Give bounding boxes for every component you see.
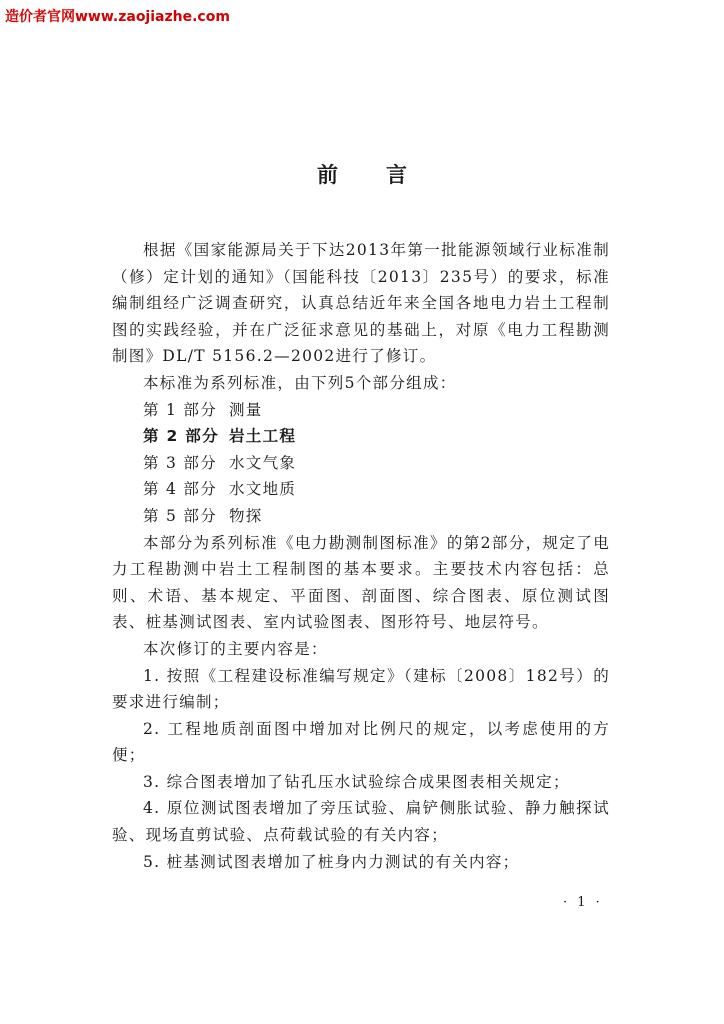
part-item bbox=[112, 476, 610, 503]
part-name: 水文地质 bbox=[229, 480, 297, 499]
revision-item: 4. 原位测试图表增加了旁压试验、扁铲侧胀试验、静力触探试验、现场直剪试验、点荷载试验的有关内容； bbox=[112, 799, 610, 845]
series-intro-paragraph: 本标准为系列标准，由下列5个部分组成： bbox=[143, 373, 457, 392]
revision-item: 2. 工程地质剖面图中增加对比例尺的规定，以考虑使用的方便； bbox=[112, 719, 610, 765]
revision-item: 1. 按照《工程建设标准编写规定》（建标〔2008〕182号）的要求进行编制； bbox=[112, 666, 610, 712]
part-item bbox=[112, 503, 610, 530]
part-number: 第 2 部分 bbox=[143, 427, 219, 446]
intro-paragraph: 根据《国家能源局关于下达2013年第一批能源领域行业标准制（修）定计划的通知》（国能科技〔2013〕235号）的要求，标准编制组经广泛调查研究，认真总结近年来全国各地电力岩土工程制图的实践经验，并在广泛征求意见的基础上，对原《电力工程勘测制图》DL/T 5156.2—2002进行了修订。 bbox=[112, 241, 610, 366]
revision-item: 5. 桩基测试图表增加了桩身内力测试的有关内容； bbox=[143, 852, 520, 871]
revision-intro-paragraph: 本次修订的主要内容是： bbox=[143, 639, 328, 658]
part-name: 测量 bbox=[229, 400, 263, 419]
part-number: 第 4 部分 bbox=[143, 480, 218, 499]
part-number: 第 1 部分 bbox=[143, 400, 218, 419]
page-number: · 1 · bbox=[563, 895, 603, 910]
part-name: 水文气象 bbox=[229, 453, 297, 472]
part-item-current bbox=[112, 423, 610, 450]
scope-paragraph: 本部分为系列标准《电力勘测制图标准》的第2部分，规定了电力工程勘测中岩土工程制图的基本要求。主要技术内容包括：总则、术语、基本规定、平面图、剖面图、综合图表、原位测试图表、桩基测试图表、室内试验图表、图形符号、地层符号。 bbox=[112, 533, 610, 632]
part-number: 第 5 部分 bbox=[143, 506, 218, 525]
page-title: 前言 bbox=[317, 163, 455, 187]
part-item bbox=[112, 397, 610, 424]
document-body bbox=[112, 237, 610, 875]
part-name: 岩土工程 bbox=[229, 427, 297, 446]
watermark: 造价者官网www.zaojiazhe.com bbox=[5, 9, 230, 25]
part-item bbox=[112, 450, 610, 477]
part-number: 第 3 部分 bbox=[143, 453, 218, 472]
revision-item: 3. 综合图表增加了钻孔压水试验综合成果图表相关规定； bbox=[143, 772, 570, 791]
part-name: 物探 bbox=[229, 506, 263, 525]
